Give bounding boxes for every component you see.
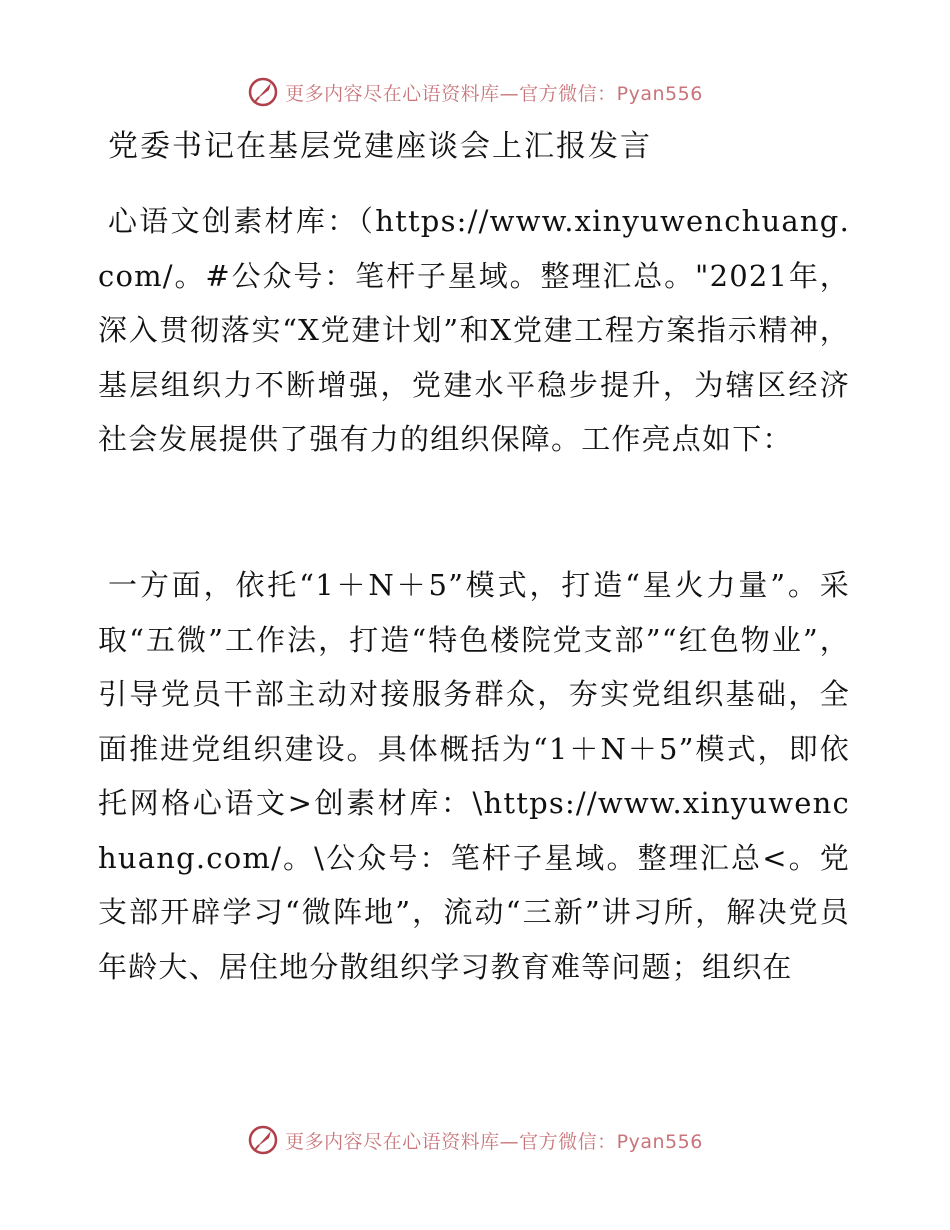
paragraph-2-text: 一方面，依托“1＋N＋5”模式，打造“星火力量”。采取“五微”工作法，打造“特色楼院党支部”“红色物业”，引导党员干部主动对接服务群众，夯实党组织基础，全面推进党组织建设。具体概括为“1＋N＋5”模式，即依托网格心语文>创素材库：\https://www.xinyuwenchuang.com/。\公众号：笔杆子星域。整理汇总<。党支部开辟学习“微阵地”，流动“三新”讲习所，解决党员年龄大、居住地分散组织学习教育难等问题；组织在 — [98, 568, 850, 984]
footer-watermark-text: 更多内容尽在心语资料库—官方微信：Pyan556 — [285, 1130, 703, 1153]
paragraph-1-text: 心语文创素材库：（https://www.xinyuwenchuang.com/。#公众号：笔杆子星域。整理汇总。"2021年，深入贯彻落实“X党建计划”和X党建工程方案指示精神，基层组织力不断增强，党建水平稳步提升，为辖区经济社会发展提供了强有力的组织保障。工作亮点如下： — [98, 204, 850, 456]
paragraph-2 — [98, 558, 850, 994]
quill-logo-icon — [247, 76, 279, 108]
header-watermark-text: 更多内容尽在心语资料库—官方微信：Pyan556 — [285, 82, 703, 105]
header-watermark — [0, 72, 950, 112]
quill-logo-icon — [247, 1124, 279, 1156]
paragraph-1 — [98, 194, 850, 467]
document-title: 党委书记在基层党建座谈会上汇报发言 — [108, 129, 652, 164]
footer-watermark — [0, 1120, 950, 1160]
